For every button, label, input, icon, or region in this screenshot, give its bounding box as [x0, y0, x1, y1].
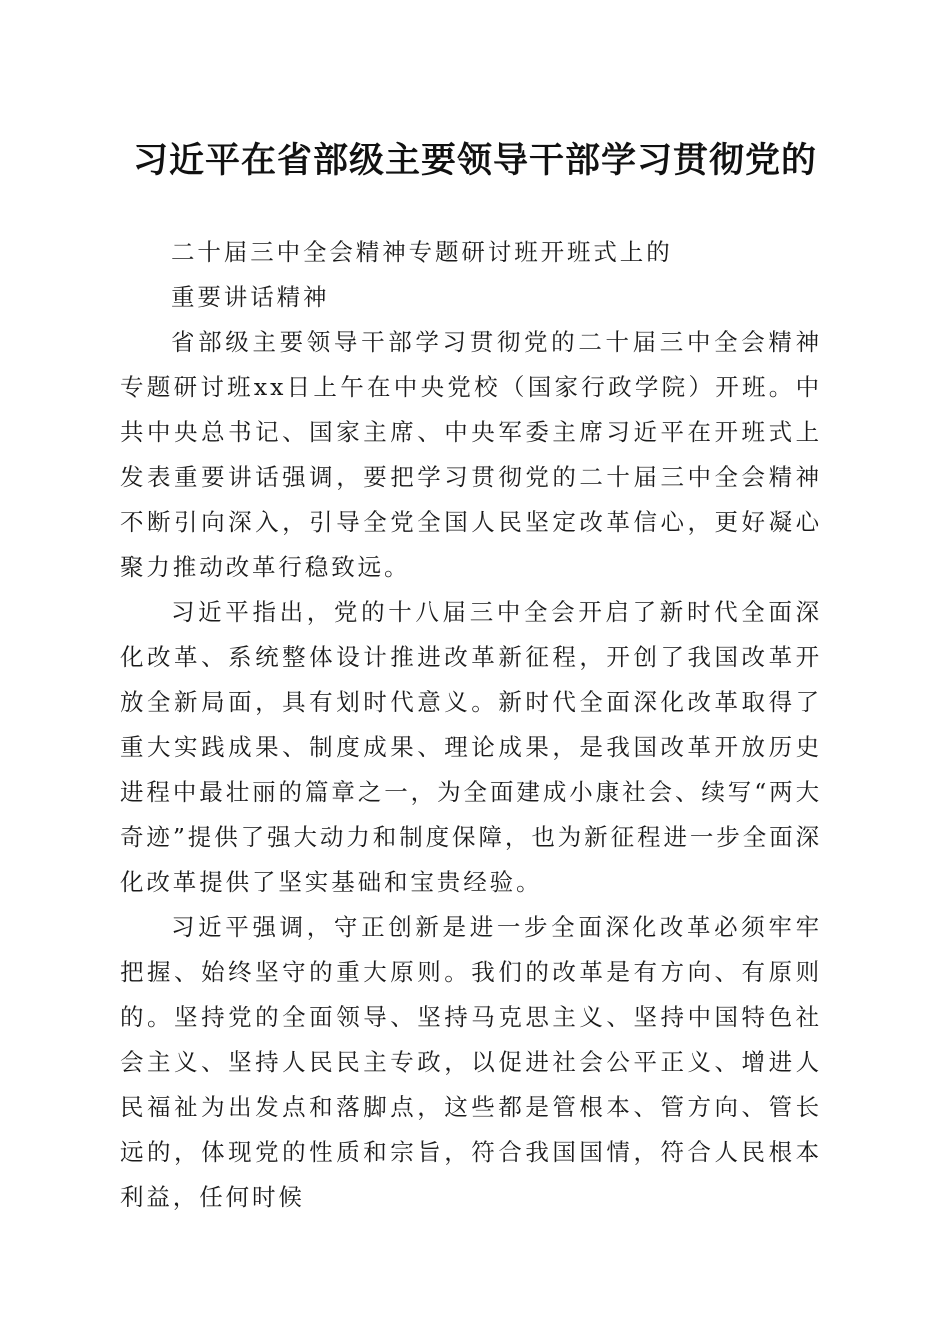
paragraph-2: 习近平指出，党的十八届三中全会开启了新时代全面深化改革、系统整体设计推进改革新征程，开创了我国改革开放全新局面，具有划时代意义。新时代全面深化改革取得了重大实践成果、制度成果、理论成果，是我国改革开放历史进程中最壮丽的篇章之一，为全面建成小康社会、续写“两大奇迹”提供了强大动力和制度保障，也为新征程进一步全面深化改革提供了坚实基础和宝贵经验。 [120, 598, 822, 896]
subtitle-line-2: 重要讲话精神 [171, 283, 330, 311]
paragraph-3: 习近平强调，守正创新是进一步全面深化改革必须牢牢把握、始终坚守的重大原则。我们的改革是有方向、有原则的。坚持党的全面领导、坚持马克思主义、坚持中国特色社会主义、坚持人民民主专政，以促进社会公平正义、增进人民福祉为出发点和落脚点，这些都是管根本、管方向、管长远的，体现党的性质和宗旨，符合我国国情，符合人民根本利益，任何时候 [120, 913, 822, 1211]
document-title: 习近平在省部级主要领导干部学习贯彻党的 [132, 140, 817, 181]
subtitle-line-1: 二十届三中全会精神专题研讨班开班式上的 [171, 238, 673, 266]
document-body [120, 230, 822, 1220]
paragraph-1: 省部级主要领导干部学习贯彻党的二十届三中全会精神专题研讨班xx日上午在中央党校（国家行政学院）开班。中共中央总书记、国家主席、中央军委主席习近平在开班式上发表重要讲话强调，要把学习贯彻党的二十届三中全会精神不断引向深入，引导全党全国人民坚定改革信心，更好凝心聚力推动改革行稳致远。 [120, 328, 822, 581]
